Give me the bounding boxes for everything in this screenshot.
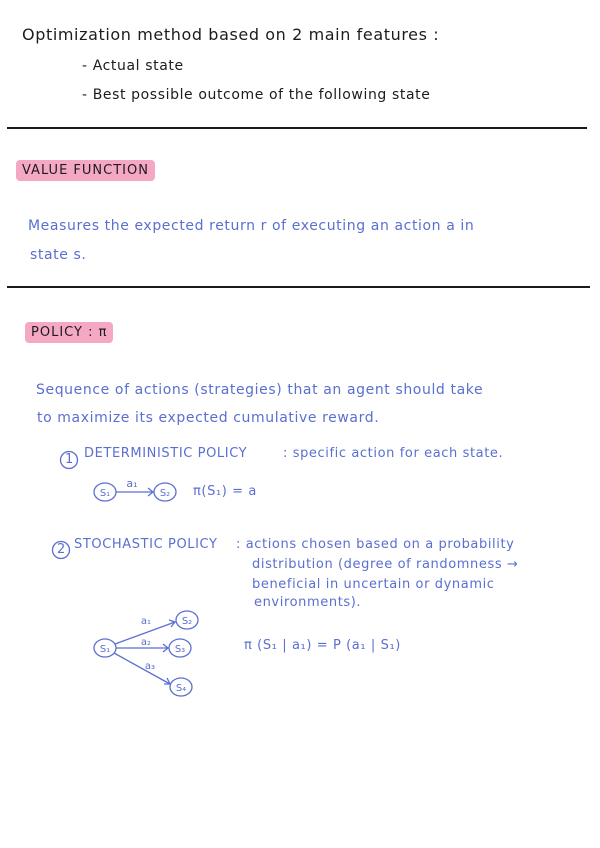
sto-edge-c — [114, 653, 170, 684]
sto-desc-line3: beneficial in uncertain or dynamic — [252, 577, 495, 592]
sto-desc-line4: environments). — [254, 595, 362, 610]
sto-desc-line2: distribution (degree of randomness → — [252, 557, 519, 572]
det-diagram — [90, 476, 190, 508]
sto-desc-line1: : actions chosen based on a probability — [236, 537, 515, 552]
intro-bullet-best-outcome: - Best possible outcome of the following state — [82, 87, 431, 103]
intro-heading: Optimization method based on 2 main features : — [22, 25, 440, 44]
divider-2 — [7, 286, 590, 288]
value-function-desc-line1: Measures the expected return r of executing an action a in — [28, 218, 475, 234]
policy-desc-line1: Sequence of actions (strategies) that an agent should take — [36, 382, 484, 398]
sto-node-root-label: S₁ — [99, 644, 111, 655]
policy-badge: POLICY : π — [25, 322, 113, 343]
det-title: DETERMINISTIC POLICY — [84, 446, 248, 461]
sto-title: STOCHASTIC POLICY — [74, 537, 218, 552]
det-desc: : specific action for each state. — [283, 446, 504, 461]
intro-bullet-actual-state: - Actual state — [82, 58, 184, 74]
det-node-from-label: S₁ — [99, 488, 111, 499]
sto-node-b-label: S₃ — [174, 644, 186, 655]
det-number: 1 — [65, 452, 74, 467]
det-formula: π(S₁) = a — [193, 484, 257, 499]
sto-edge-c-label: a₃ — [144, 661, 156, 672]
sto-diagram — [88, 603, 208, 703]
divider-1 — [7, 127, 587, 129]
sto-node-a-label: S₂ — [181, 616, 193, 627]
det-node-to-label: S₂ — [159, 488, 171, 499]
value-function-desc-line2: state s. — [30, 247, 87, 263]
value-function-badge: VALUE FUNCTION — [16, 160, 155, 181]
sto-formula: π (S₁ | a₁) = P (a₁ | S₁) — [244, 638, 401, 653]
sto-edge-a-label: a₁ — [140, 616, 152, 627]
det-edge-label: a₁ — [126, 477, 138, 490]
sto-node-c-label: S₄ — [175, 683, 187, 694]
sto-number: 2 — [57, 542, 66, 557]
sto-edge-b-label: a₂ — [140, 637, 152, 648]
policy-desc-line2: to maximize its expected cumulative reward. — [37, 410, 380, 426]
